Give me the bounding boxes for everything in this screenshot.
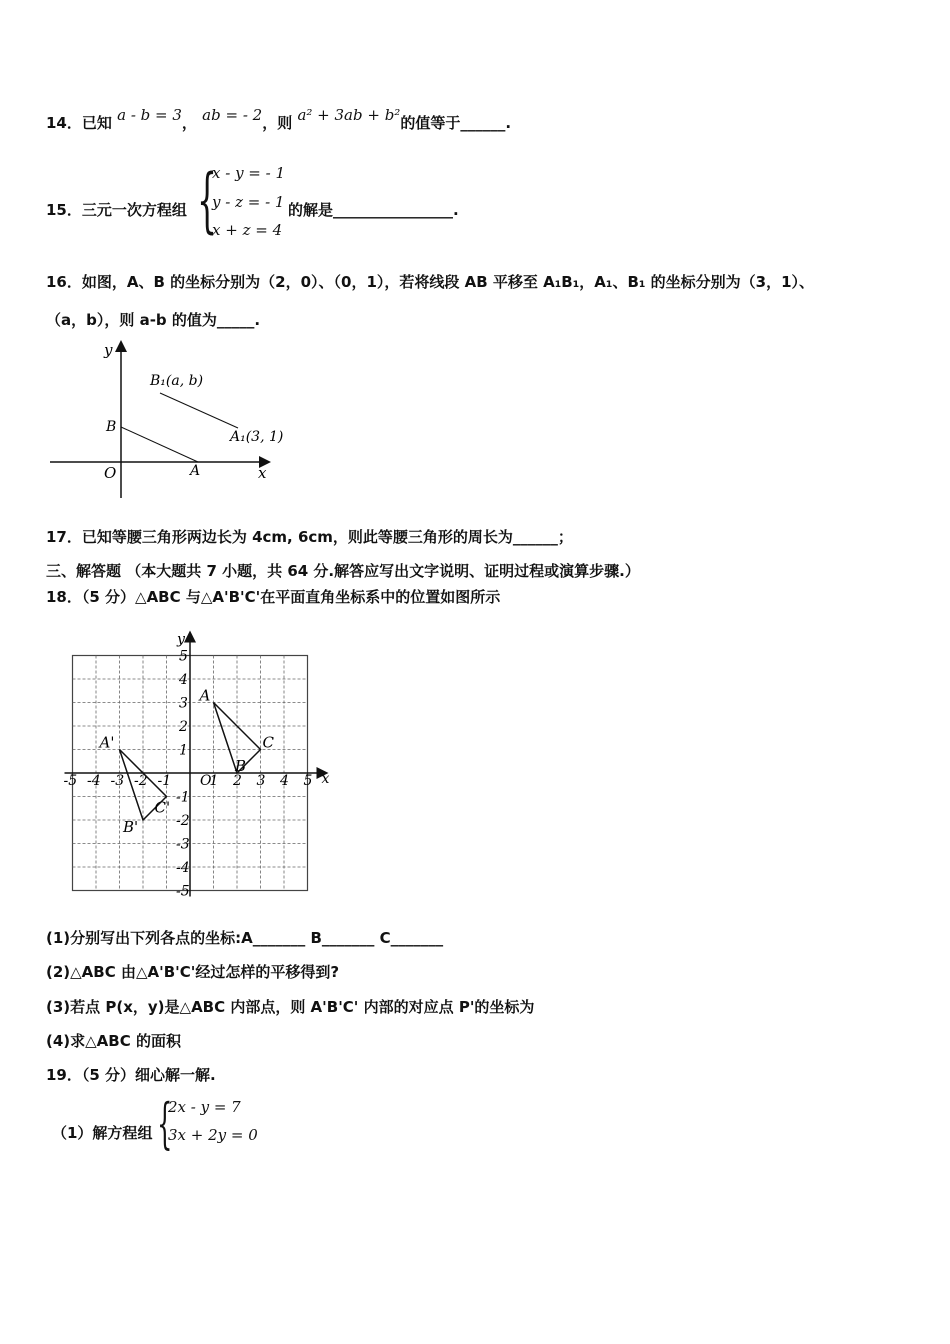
q15-eq-row-2: y - z = - 1: [212, 193, 285, 211]
q16-point-B-label: B: [106, 419, 117, 435]
x-tick-label: 3: [256, 773, 266, 789]
x-tick-label: 4: [280, 773, 289, 789]
y-tick-label: -2: [176, 813, 190, 829]
question-18: 18．（5 分）△ABC 与△A'B'C'在平面直角坐标系中的位置如图所示: [46, 588, 501, 606]
question-17: 17．已知等腰三角形两边长为 4cm, 6cm，则此等腰三角形的周长为______；: [46, 528, 573, 546]
y-tick-label: -1: [176, 789, 190, 806]
q18-sub-3: (3)若点 P(x，y)是△ABC 内部点，则 A'B'C' 内部的对应点 P'的坐标为: [46, 998, 535, 1016]
q14-prefix: 14．已知: [46, 114, 112, 132]
q18-sub-2: (2)△ABC 由△A'B'C'经过怎样的平移得到?: [46, 963, 340, 981]
q15-suffix: 的解是________________.: [288, 201, 459, 219]
question-14: [46, 106, 512, 133]
question-16-line-2: （a，b），则 a-b 的值为_____.: [46, 311, 261, 329]
q16-origin-label: O: [104, 464, 117, 482]
y-tick-label: -4: [176, 860, 190, 876]
q14-sep1: ，: [181, 114, 197, 132]
vertex-C-prime-label: C': [154, 798, 171, 817]
question-19: 19．（5 分）细心解一解.: [46, 1066, 216, 1084]
vertex-A-prime-label: A': [99, 733, 115, 752]
grid-origin-label: O: [200, 773, 212, 789]
vertex-B-prime-label: B': [123, 818, 139, 836]
x-tick-label: 5: [303, 773, 313, 789]
x-tick-label: -4: [87, 773, 101, 789]
section-3-heading: 三、解答题 （本大题共 7 小题，共 64 分.解答应写出文字说明、证明过程或演算步骤.）: [46, 562, 640, 580]
x-tick-label: -1: [157, 773, 172, 789]
x-tick-label: 2: [233, 773, 242, 789]
q14-eq1: a - b = 3: [117, 106, 182, 124]
q15-eq-row-1: x - y = - 1: [212, 164, 286, 182]
question-16-line-1: 16．如图，A、B 的坐标分别为（2，0）、（0，1），若将线段 AB 平移至 A₁B₁，A₁、B₁ 的坐标分别为（3，1）、: [46, 273, 815, 291]
q18-sub-4: (4)求△ABC 的面积: [46, 1032, 181, 1050]
q16-point-B1-label: B₁(a, b): [150, 373, 204, 389]
q16-segment-AB: [121, 427, 198, 462]
q16-x-label: x: [258, 464, 267, 482]
q16-segment-A1B1: [160, 393, 238, 428]
grid-y-label: y: [177, 631, 185, 648]
grid-x-label: x: [321, 771, 330, 787]
vertex-B-label: B: [235, 757, 247, 775]
q16-point-A1-label: A₁(3, 1): [230, 429, 284, 445]
vertex-A-label: A: [199, 686, 211, 705]
q18-grid-figure: [50, 618, 340, 898]
q19-eq-row-2: 3x + 2y = 0: [168, 1126, 258, 1144]
y-tick-label: 3: [179, 695, 188, 712]
q14-sep2: ，则: [262, 114, 293, 132]
y-tick-label: 5: [179, 648, 188, 665]
q16-figure: [40, 335, 300, 505]
x-tick-label: -5: [63, 773, 78, 789]
q18-sub-1: (1)分别写出下列各点的坐标:A_______ B_______ C_______: [46, 929, 444, 947]
vertex-C-label: C: [262, 733, 274, 752]
x-tick-label: -2: [134, 773, 148, 789]
y-tick-label: 4: [179, 672, 188, 688]
question-15-prefix: 15．三元一次方程组: [46, 201, 187, 219]
y-tick-label: 1: [179, 742, 188, 759]
q16-point-A-label: A: [190, 463, 201, 479]
q15-brace: {: [197, 159, 218, 241]
q14-eq2: ab = - 2: [202, 106, 263, 124]
q15-eq-row-3: x + z = 4: [212, 221, 283, 239]
q19-brace: {: [157, 1092, 173, 1155]
q19-eq-row-1: 2x - y = 7: [168, 1098, 241, 1116]
y-tick-label: 2: [179, 719, 188, 735]
q19-sub-1-prefix: （1）解方程组: [52, 1124, 153, 1142]
q14-eq3: a² + 3ab + b²: [297, 106, 401, 124]
q16-y-label: y: [104, 341, 113, 359]
q14-suffix: 的值等于______.: [400, 114, 512, 132]
x-tick-label: -3: [110, 773, 125, 789]
y-tick-label: -3: [176, 836, 190, 853]
x-tick-label: 1: [209, 773, 219, 789]
y-tick-label: -5: [176, 883, 190, 898]
